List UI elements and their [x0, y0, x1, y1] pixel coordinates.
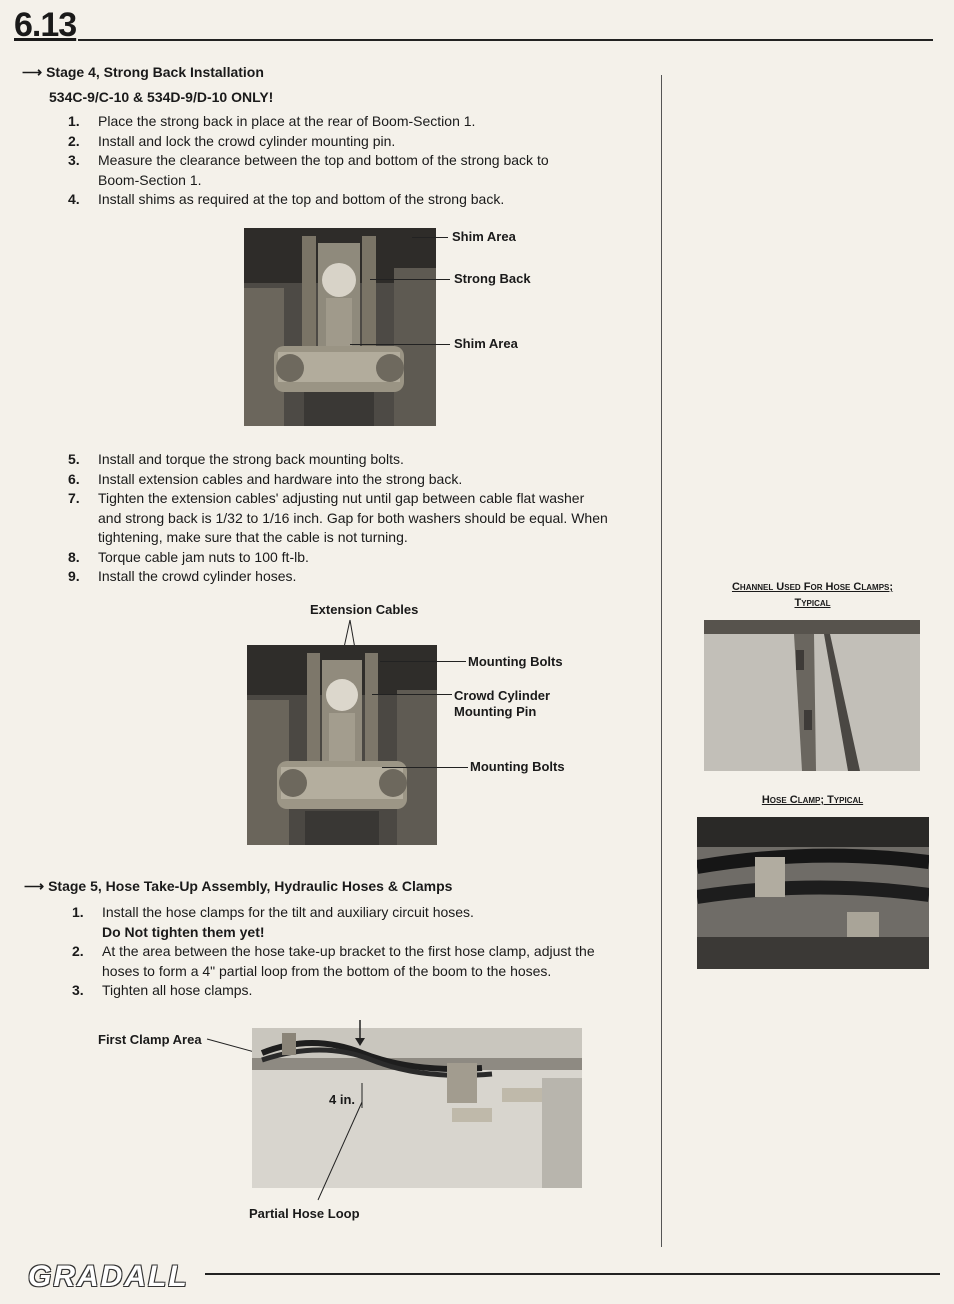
stage4-steps-b	[68, 450, 608, 587]
callout-first-clamp-area: First Clamp Area	[98, 1032, 202, 1047]
step-text: Tighten all hose clamps.	[102, 982, 253, 998]
stage4-heading-text: Stage 4, Strong Back Installation	[46, 64, 264, 80]
sidebar-caption-hose-clamp: Hose Clamp; Typical	[761, 794, 864, 806]
list-item	[68, 450, 608, 470]
list-item	[68, 112, 578, 132]
callout-strong-back: Strong Back	[454, 271, 531, 286]
stage4-heading	[22, 64, 264, 81]
step-text: Install shims as required at the top and bottom of the strong back.	[98, 191, 505, 207]
step-number: 4.	[68, 191, 80, 207]
stage4-subheading: 534C-9/C-10 & 534D-9/D-10 ONLY!	[49, 89, 274, 105]
step-number: 3.	[68, 152, 80, 168]
callout-extension-cables: Extension Cables	[310, 602, 419, 617]
step-warning: Do Not tighten them yet!	[102, 923, 265, 940]
hose-loop-leader	[312, 1100, 372, 1205]
list-item	[68, 548, 608, 568]
column-divider	[661, 75, 662, 1247]
leader-line	[350, 344, 450, 345]
step-text: Tighten the extension cables' adjusting nut until gap between cable flat washer and strong back is 1/32 to 1/16 inch. Gap for both washers should be equal. When tightening, make sure that the cable is not turning.	[98, 490, 608, 545]
callout-crowd-cylinder-pin	[454, 688, 550, 720]
step-text: Install the hose clamps for the tilt and auxiliary circuit hoses.	[102, 904, 474, 920]
callout-shim-area-top: Shim Area	[452, 229, 516, 244]
step-number: 7.	[68, 490, 80, 506]
list-item	[72, 942, 617, 981]
step-number: 1.	[68, 113, 80, 129]
leader-line	[382, 767, 468, 768]
strong-back-photo	[244, 228, 436, 426]
arrow-right-icon: ⟶	[22, 64, 43, 80]
step-number: 2.	[72, 943, 84, 959]
list-item	[68, 151, 578, 190]
step-number: 5.	[68, 451, 80, 467]
footer-rule	[205, 1273, 940, 1275]
step-number: 6.	[68, 470, 80, 487]
step-text: Install extension cables and hardware into the strong back.	[98, 470, 463, 487]
callout-line: Crowd Cylinder	[454, 688, 551, 703]
callout-partial-hose-loop: Partial Hose Loop	[249, 1206, 360, 1221]
hose-clamp-photo	[697, 817, 929, 969]
step-text: Place the strong back in place at the rear of Boom-Section 1.	[98, 113, 476, 129]
step-text: At the area between the hose take-up bracket to the first hose clamp, adjust the hoses to form a 4" partial loop from the bottom of the boom to the hoses.	[102, 943, 595, 979]
step-number: 9.	[68, 568, 80, 584]
step-text: Install the crowd cylinder hoses.	[98, 568, 297, 584]
gradall-logo: GRADALL	[28, 1260, 189, 1293]
list-item	[68, 567, 608, 587]
hose-loop-photo	[252, 1028, 582, 1188]
loop-marker-arrow	[350, 1018, 370, 1048]
callout-shim-area-bottom: Shim Area	[454, 336, 518, 351]
stage5-steps	[72, 903, 617, 1001]
mounting-bolts-photo	[247, 645, 437, 845]
sidebar-caption-channel	[705, 579, 920, 611]
step-number: 3.	[72, 982, 84, 998]
list-item	[68, 132, 578, 152]
section-number: 6.13	[14, 6, 77, 44]
header-rule	[78, 39, 933, 41]
step-number: 2.	[68, 132, 80, 149]
callout-4in: 4 in.	[329, 1092, 356, 1107]
channel-photo	[704, 620, 920, 771]
step-text: Measure the clearance between the top and bottom of the strong back to Boom-Section 1.	[98, 152, 549, 188]
list-item	[72, 981, 617, 1001]
list-item	[72, 903, 617, 942]
leader-line	[370, 279, 450, 280]
stage5-heading-text: Stage 5, Hose Take-Up Assembly, Hydraulic Hoses & Clamps	[48, 878, 453, 894]
list-item	[68, 190, 578, 210]
step-text: Torque cable jam nuts to 100 ft-lb.	[98, 548, 309, 565]
callout-mounting-bolts-bottom: Mounting Bolts	[470, 759, 565, 774]
callout-mounting-bolts-top: Mounting Bolts	[468, 654, 563, 669]
step-number: 8.	[68, 548, 80, 565]
step-text: Install and torque the strong back mounting bolts.	[98, 451, 404, 467]
leader-line	[372, 694, 452, 695]
arrow-right-icon: ⟶	[24, 878, 45, 894]
stage5-heading	[24, 878, 452, 895]
stage4-steps-a	[68, 112, 578, 210]
callout-line: Mounting Pin	[454, 704, 537, 719]
step-text: Install and lock the crowd cylinder mounting pin.	[98, 132, 396, 149]
caption-line: Channel Used For Hose Clamps;	[731, 581, 894, 593]
leader-line	[380, 661, 466, 662]
list-item	[68, 470, 608, 490]
list-item	[68, 489, 608, 548]
leader-line	[412, 237, 448, 238]
step-number: 1.	[72, 904, 84, 920]
caption-line: Typical	[794, 597, 831, 609]
